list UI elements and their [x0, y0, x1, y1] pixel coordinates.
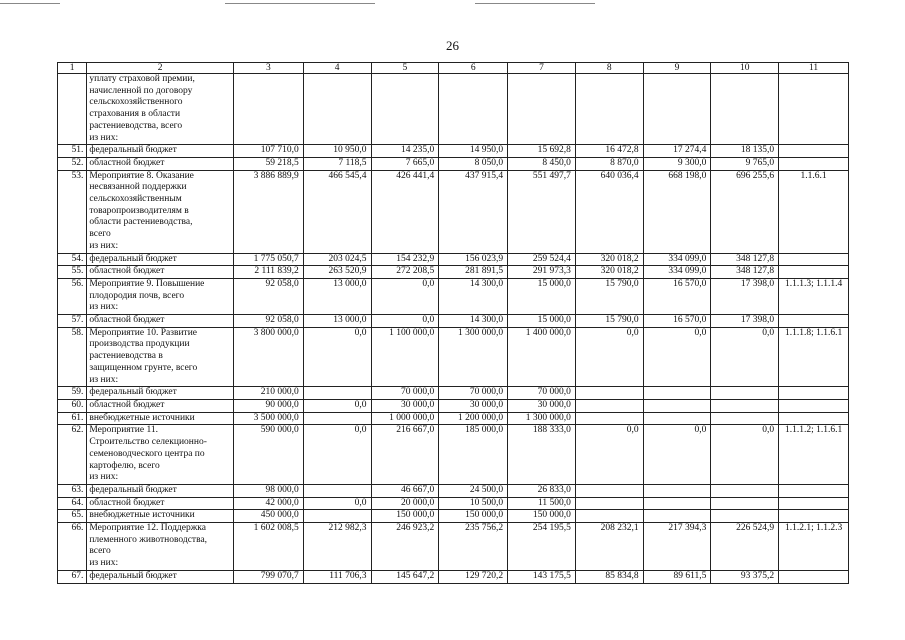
description-line: Мероприятие 10. Развитие	[89, 327, 198, 338]
value-cell	[303, 412, 371, 425]
reference-cell	[779, 74, 849, 145]
value-cell	[643, 387, 711, 400]
value-cell: 3 800 000,0	[233, 327, 303, 387]
value-cell: 111 706,3	[303, 570, 371, 583]
value-cell	[575, 484, 643, 497]
description-line: из них:	[89, 132, 119, 143]
row-description	[87, 425, 234, 485]
row-description	[87, 510, 234, 523]
description-line: картофелю, всего	[89, 460, 160, 471]
description-line: областной бюджет	[89, 399, 165, 410]
page-number: 26	[446, 38, 459, 53]
table-row	[58, 387, 849, 400]
description-line: уплату страховой премии,	[89, 74, 195, 84]
value-cell: 668 198,0	[643, 170, 711, 253]
table-row	[58, 484, 849, 497]
value-cell: 9 300,0	[643, 157, 711, 170]
row-number: 63.	[58, 484, 87, 497]
value-cell: 291 973,3	[508, 266, 576, 279]
description-line: из них:	[89, 302, 119, 313]
value-cell	[303, 74, 371, 145]
description-line: из них:	[89, 374, 119, 385]
row-number: 54.	[58, 253, 87, 266]
value-cell: 0,0	[371, 315, 439, 328]
value-cell	[711, 412, 779, 425]
description-line: Мероприятие 12. Поддержка	[89, 523, 206, 534]
value-cell: 89 611,5	[643, 570, 711, 583]
value-cell	[643, 412, 711, 425]
value-cell: 246 923,2	[371, 523, 439, 571]
value-cell: 14 235,0	[371, 145, 439, 158]
table-row	[58, 266, 849, 279]
row-description	[87, 266, 234, 279]
value-cell: 235 756,2	[439, 523, 508, 571]
row-description	[87, 315, 234, 328]
value-cell: 551 497,7	[508, 170, 576, 253]
description-line: производства продукции	[89, 339, 190, 350]
header-cell: 1	[58, 63, 87, 74]
row-number: 60.	[58, 399, 87, 412]
value-cell: 320 018,2	[575, 253, 643, 266]
value-cell: 13 000,0	[303, 315, 371, 328]
value-cell: 208 232,1	[575, 523, 643, 571]
value-cell: 16 570,0	[643, 278, 711, 314]
table-row	[58, 412, 849, 425]
row-description	[87, 387, 234, 400]
value-cell: 210 000,0	[233, 387, 303, 400]
header-cell: 8	[575, 63, 643, 74]
value-cell: 188 333,0	[508, 425, 576, 485]
value-cell: 590 000,0	[233, 425, 303, 485]
value-cell: 0,0	[711, 425, 779, 485]
value-cell: 145 647,2	[371, 570, 439, 583]
header-cell: 5	[371, 63, 439, 74]
value-cell: 799 070,7	[233, 570, 303, 583]
value-cell	[575, 399, 643, 412]
value-cell	[371, 74, 439, 145]
description-line: Мероприятие 11.	[89, 425, 159, 436]
value-cell: 2 111 839,2	[233, 266, 303, 279]
reference-cell: 1.1.1.2; 1.1.6.1	[779, 425, 849, 485]
value-cell	[575, 412, 643, 425]
description-line: всего	[89, 229, 111, 240]
value-cell: 7 665,0	[371, 157, 439, 170]
value-cell: 281 891,5	[439, 266, 508, 279]
value-cell	[303, 387, 371, 400]
description-line: федеральный бюджет	[89, 484, 177, 495]
value-cell: 9 765,0	[711, 157, 779, 170]
description-line: страхования в области	[89, 109, 181, 120]
reference-cell	[779, 145, 849, 158]
row-description	[87, 278, 234, 314]
value-cell: 8 050,0	[439, 157, 508, 170]
row-description	[87, 484, 234, 497]
value-cell: 696 255,6	[711, 170, 779, 253]
column-number-row	[58, 63, 849, 74]
value-cell: 0,0	[303, 497, 371, 510]
value-cell: 156 023,9	[439, 253, 508, 266]
value-cell: 92 058,0	[233, 315, 303, 328]
row-number: 66.	[58, 523, 87, 571]
row-number: 51.	[58, 145, 87, 158]
top-rule-left	[0, 3, 60, 4]
value-cell	[711, 399, 779, 412]
row-number: 57.	[58, 315, 87, 328]
value-cell: 426 441,4	[371, 170, 439, 253]
value-cell: 0,0	[303, 399, 371, 412]
table-row	[58, 570, 849, 583]
reference-cell	[779, 399, 849, 412]
value-cell: 16 570,0	[643, 315, 711, 328]
description-line: федеральный бюджет	[89, 570, 177, 581]
reference-cell	[779, 157, 849, 170]
reference-cell	[779, 315, 849, 328]
value-cell	[508, 74, 576, 145]
row-number: 59.	[58, 387, 87, 400]
value-cell	[643, 497, 711, 510]
header-cell: 9	[643, 63, 711, 74]
value-cell: 30 000,0	[508, 399, 576, 412]
value-cell: 0,0	[575, 327, 643, 387]
reference-cell: 1.1.6.1	[779, 170, 849, 253]
header-cell: 3	[233, 63, 303, 74]
reference-cell: 1.1.2.1; 1.1.2.3	[779, 523, 849, 571]
description-line: внебюджетные источники	[89, 412, 195, 423]
value-cell	[711, 497, 779, 510]
reference-cell	[779, 497, 849, 510]
description-line: из них:	[89, 240, 119, 251]
value-cell: 92 058,0	[233, 278, 303, 314]
value-cell: 150 000,0	[508, 510, 576, 523]
value-cell: 348 127,8	[711, 266, 779, 279]
value-cell: 216 667,0	[371, 425, 439, 485]
row-number	[58, 74, 87, 145]
description-line: областной бюджет	[89, 157, 165, 168]
row-number: 53.	[58, 170, 87, 253]
table-row	[58, 399, 849, 412]
reference-cell: 1.1.1.8; 1.1.6.1	[779, 327, 849, 387]
value-cell: 17 274,4	[643, 145, 711, 158]
value-cell: 1 300 000,0	[439, 327, 508, 387]
table-row	[58, 327, 849, 387]
value-cell: 70 000,0	[439, 387, 508, 400]
value-cell: 0,0	[643, 327, 711, 387]
value-cell: 98 000,0	[233, 484, 303, 497]
header-cell: 4	[303, 63, 371, 74]
row-number: 65.	[58, 510, 87, 523]
value-cell: 10 950,0	[303, 145, 371, 158]
value-cell: 18 135,0	[711, 145, 779, 158]
description-line: федеральный бюджет	[89, 145, 177, 156]
table-row	[58, 523, 849, 571]
value-cell: 334 099,0	[643, 253, 711, 266]
value-cell: 15 790,0	[575, 315, 643, 328]
description-line: несвязанной поддержки	[89, 182, 187, 193]
value-cell: 254 195,5	[508, 523, 576, 571]
reference-cell	[779, 253, 849, 266]
row-description	[87, 170, 234, 253]
value-cell	[643, 399, 711, 412]
top-rule-right	[475, 3, 595, 4]
value-cell: 185 000,0	[439, 425, 508, 485]
row-number: 52.	[58, 157, 87, 170]
row-description	[87, 570, 234, 583]
description-line: из них:	[89, 472, 119, 483]
value-cell: 320 018,2	[575, 266, 643, 279]
value-cell: 59 218,5	[233, 157, 303, 170]
value-cell: 30 000,0	[439, 399, 508, 412]
description-line: семеноводческого центра по	[89, 448, 205, 459]
description-line: из них:	[89, 558, 119, 569]
row-description	[87, 327, 234, 387]
value-cell: 16 472,8	[575, 145, 643, 158]
description-line: сельскохозяйственным	[89, 194, 182, 205]
table-row	[58, 74, 849, 145]
description-line: областной бюджет	[89, 266, 165, 277]
row-number: 62.	[58, 425, 87, 485]
reference-cell	[779, 484, 849, 497]
value-cell: 450 000,0	[233, 510, 303, 523]
value-cell: 1 200 000,0	[439, 412, 508, 425]
value-cell	[643, 74, 711, 145]
value-cell: 1 100 000,0	[371, 327, 439, 387]
value-cell: 93 375,2	[711, 570, 779, 583]
row-description	[87, 253, 234, 266]
row-number: 55.	[58, 266, 87, 279]
value-cell: 90 000,0	[233, 399, 303, 412]
value-cell	[575, 497, 643, 510]
value-cell: 14 300,0	[439, 315, 508, 328]
row-number: 58.	[58, 327, 87, 387]
value-cell: 107 710,0	[233, 145, 303, 158]
value-cell: 15 000,0	[508, 278, 576, 314]
description-line: областной бюджет	[89, 315, 165, 326]
table-row	[58, 145, 849, 158]
value-cell: 0,0	[303, 425, 371, 485]
top-rule-mid	[225, 3, 375, 4]
description-line: всего	[89, 546, 111, 557]
table-row	[58, 170, 849, 253]
description-line: плодородия почв, всего	[89, 290, 185, 301]
reference-cell	[779, 570, 849, 583]
row-number: 67.	[58, 570, 87, 583]
value-cell: 1 400 000,0	[508, 327, 576, 387]
header-cell: 10	[711, 63, 779, 74]
description-line: товаропроизводителям в	[89, 205, 189, 216]
value-cell: 70 000,0	[508, 387, 576, 400]
description-line: области растениеводства,	[89, 217, 193, 228]
description-line: начисленной по договору	[89, 85, 193, 96]
value-cell: 203 024,5	[303, 253, 371, 266]
value-cell: 14 950,0	[439, 145, 508, 158]
value-cell: 24 500,0	[439, 484, 508, 497]
value-cell: 0,0	[371, 278, 439, 314]
value-cell: 30 000,0	[371, 399, 439, 412]
header-cell: 7	[508, 63, 576, 74]
value-cell: 143 175,5	[508, 570, 576, 583]
value-cell	[711, 74, 779, 145]
description-line: внебюджетные источники	[89, 510, 195, 521]
row-description	[87, 497, 234, 510]
description-line: растениеводства в	[89, 351, 163, 362]
header-cell: 2	[87, 63, 234, 74]
value-cell: 154 232,9	[371, 253, 439, 266]
value-cell: 129 720,2	[439, 570, 508, 583]
value-cell: 0,0	[711, 327, 779, 387]
value-cell: 437 915,4	[439, 170, 508, 253]
value-cell	[439, 74, 508, 145]
value-cell: 17 398,0	[711, 278, 779, 314]
value-cell: 640 036,4	[575, 170, 643, 253]
description-line: растениеводства, всего	[89, 120, 183, 131]
value-cell	[643, 510, 711, 523]
description-line: федеральный бюджет	[89, 253, 177, 264]
value-cell: 70 000,0	[371, 387, 439, 400]
table-row	[58, 157, 849, 170]
value-cell: 150 000,0	[439, 510, 508, 523]
value-cell: 46 667,0	[371, 484, 439, 497]
value-cell: 272 208,5	[371, 266, 439, 279]
table-row	[58, 278, 849, 314]
value-cell: 226 524,9	[711, 523, 779, 571]
description-line: Мероприятие 9. Повышение	[89, 278, 205, 289]
row-description	[87, 157, 234, 170]
reference-cell	[779, 510, 849, 523]
value-cell: 14 300,0	[439, 278, 508, 314]
reference-cell	[779, 266, 849, 279]
value-cell	[643, 484, 711, 497]
table-row	[58, 315, 849, 328]
value-cell	[711, 510, 779, 523]
value-cell	[233, 74, 303, 145]
value-cell: 15 692,8	[508, 145, 576, 158]
value-cell: 13 000,0	[303, 278, 371, 314]
value-cell: 348 127,8	[711, 253, 779, 266]
table-row	[58, 497, 849, 510]
value-cell: 0,0	[575, 425, 643, 485]
value-cell: 0,0	[643, 425, 711, 485]
value-cell: 1 000 000,0	[371, 412, 439, 425]
value-cell: 150 000,0	[371, 510, 439, 523]
table-row	[58, 253, 849, 266]
value-cell	[303, 510, 371, 523]
description-line: областной бюджет	[89, 497, 165, 508]
row-description	[87, 145, 234, 158]
value-cell: 1 775 050,7	[233, 253, 303, 266]
description-line: сельскохозяйственного	[89, 97, 183, 108]
value-cell	[711, 484, 779, 497]
value-cell	[575, 74, 643, 145]
value-cell	[711, 387, 779, 400]
reference-cell	[779, 412, 849, 425]
value-cell: 212 982,3	[303, 523, 371, 571]
table-row	[58, 425, 849, 485]
value-cell: 3 500 000,0	[233, 412, 303, 425]
value-cell: 85 834,8	[575, 570, 643, 583]
value-cell: 263 520,9	[303, 266, 371, 279]
description-line: племенного животноводства,	[89, 534, 208, 545]
value-cell: 8 870,0	[575, 157, 643, 170]
table-row	[58, 510, 849, 523]
value-cell: 259 524,4	[508, 253, 576, 266]
value-cell: 1 602 008,5	[233, 523, 303, 571]
row-description	[87, 399, 234, 412]
row-number: 56.	[58, 278, 87, 314]
value-cell	[575, 387, 643, 400]
value-cell: 466 545,4	[303, 170, 371, 253]
value-cell: 334 099,0	[643, 266, 711, 279]
value-cell	[303, 484, 371, 497]
value-cell: 42 000,0	[233, 497, 303, 510]
header-cell: 6	[439, 63, 508, 74]
value-cell: 15 790,0	[575, 278, 643, 314]
budget-table	[57, 62, 849, 584]
reference-cell: 1.1.1.3; 1.1.1.4	[779, 278, 849, 314]
value-cell: 217 394,3	[643, 523, 711, 571]
description-line: федеральный бюджет	[89, 387, 177, 398]
value-cell: 17 398,0	[711, 315, 779, 328]
description-line: защищенном грунте, всего	[89, 362, 198, 373]
row-description	[87, 74, 234, 145]
value-cell: 8 450,0	[508, 157, 576, 170]
value-cell	[575, 510, 643, 523]
value-cell: 0,0	[303, 327, 371, 387]
value-cell: 20 000,0	[371, 497, 439, 510]
value-cell: 11 500,0	[508, 497, 576, 510]
header-cell: 11	[779, 63, 849, 74]
value-cell: 26 833,0	[508, 484, 576, 497]
row-description	[87, 412, 234, 425]
value-cell: 10 500,0	[439, 497, 508, 510]
value-cell: 1 300 000,0	[508, 412, 576, 425]
value-cell: 15 000,0	[508, 315, 576, 328]
reference-cell	[779, 387, 849, 400]
description-line: Строительство селекционно-	[89, 437, 207, 448]
value-cell: 3 886 889,9	[233, 170, 303, 253]
row-description	[87, 523, 234, 571]
description-line: Мероприятие 8. Оказание	[89, 170, 194, 181]
row-number: 64.	[58, 497, 87, 510]
value-cell: 7 118,5	[303, 157, 371, 170]
row-number: 61.	[58, 412, 87, 425]
